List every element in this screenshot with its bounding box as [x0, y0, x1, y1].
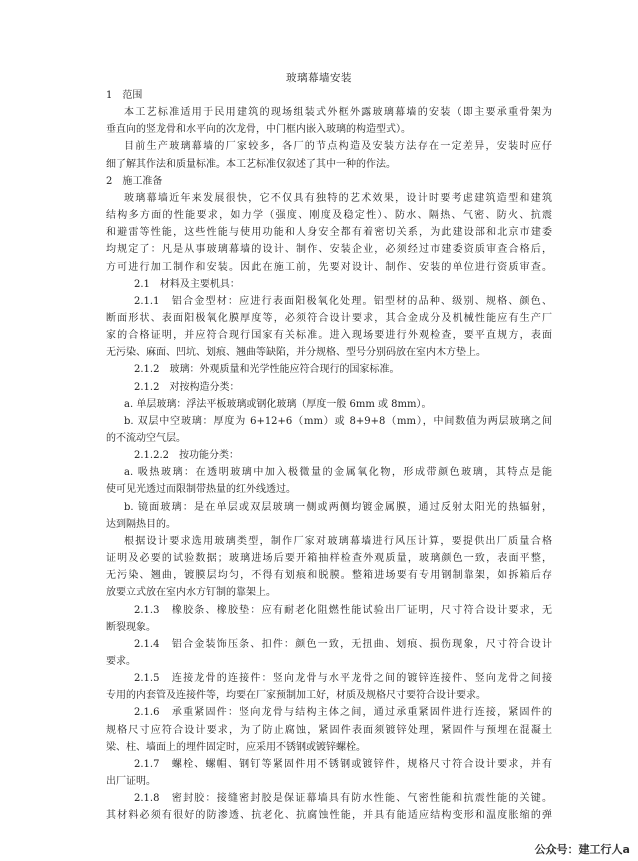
text-line: 2.1 材料及主要机具：	[134, 278, 240, 290]
text-line: 结构多方面的性能要求，如力学（强度、刚度及稳定性）、防水、隔热、气密、防火、抗震	[106, 210, 552, 222]
text-line: a. 吸热玻璃：在透明玻璃中加入极微量的金属氧化物，形成带颜色玻璃，其特点是能	[124, 467, 552, 479]
text-line: 2.1.5 连接龙骨的连接件：竖向龙骨与水平龙骨之间的镀锌连接件、竖向龙骨之间接	[134, 673, 552, 685]
text-line: 使可见光透过而限制带热量的红外线透过。	[106, 484, 296, 496]
text-line: 均规定了：凡是从事玻璃幕墙的设计、制作、安装企业，必须经过市建委资质审查合格后，	[106, 244, 552, 256]
text-line: 本工艺标准适用于民用建筑的现场组装式外框外露玻璃幕墙的安装（即主要承重骨架为	[124, 107, 552, 119]
text-line: 其材料必须有很好的防渗透、抗老化、抗腐蚀性能，并具有能适应结构变形和温度胀缩的弹	[106, 810, 552, 822]
text-line: 断面形状、表面阳极氧化膜厚度等，必须符合设计要求，其合金成分及机械性能应有生产厂	[106, 312, 552, 324]
text-line: 根据设计要求选用玻璃类型，制作厂家对玻璃幕墙进行风压计算，要提供出厂质量合格	[124, 535, 552, 547]
text-line: b. 镜面玻璃：是在单层或双层玻璃一侧或两侧均镀金属膜，通过反射太阳光的热辐射，	[124, 501, 552, 513]
text-line: 专用的内套管及连接件等，均要在厂家预制加工好，材质及规格尺寸要符合设计要求。	[106, 690, 486, 702]
text-line: 2.1.2 玻璃：外观质量和光学性能应符合现行的国家标准。	[134, 364, 400, 376]
watermark: 公众号：建工行人a	[534, 843, 630, 856]
text-line: 规格尺寸应符合设计要求，为了防止腐蚀，紧固件表面须镀锌处理，紧固件与预埋在混凝土	[106, 724, 552, 736]
text-line: 2.1.7 螺栓、螺帽、钢钉等紧固件用不锈钢或镀锌件，规格尺寸符合设计要求，并有	[134, 758, 552, 770]
text-line: 玻璃幕墙近年来发展很快，它不仅具有独特的艺术效果，设计时要考虑建筑造型和建筑	[124, 192, 552, 204]
text-line: 2.1.8 密封胶：接缝密封胶是保证幕墙具有防水性能、气密性能和抗震性能的关键。	[134, 793, 552, 805]
text-line: 目前生产玻璃幕墙的厂家较多，各厂的节点构造及安装方法存在一定差异，安装时应仔	[124, 141, 552, 153]
page-title: 玻璃幕墙安装	[286, 72, 352, 84]
text-line: b. 双层中空玻璃：厚度为 6+12+6（mm）或 8+9+8（mm），中间数值为两层玻璃之间	[124, 415, 552, 427]
text-line: a. 单层玻璃：浮法平板玻璃或钢化玻璃（厚度一般 6mm 或 8mm）。	[124, 398, 432, 410]
text-line: 2.1.2.2 按功能分类：	[134, 450, 239, 462]
text-line: 达到隔热目的。	[106, 518, 176, 530]
text-line: 梁、柱、墙面上的埋件固定时，应采用不锈钢或镀锌螺栓。	[106, 741, 366, 753]
text-line: 家的合格证明，并应符合现行国家有关标准。进入现场要进行外观检查，要平直规方，表面	[106, 330, 552, 342]
text-line: 无污染、麻面、凹坑、划痕、翘曲等缺陷，并分规格、型号分别码放在室内木方垫上。	[106, 347, 486, 359]
section-heading: 2 施工准备	[106, 175, 163, 187]
text-line: 证明及必要的试验数据；玻璃进场后要开箱抽样检查外观质量，玻璃颜色一致，表面平整，	[106, 553, 552, 565]
text-line: 和避雷等性能，这些性能与使用功能和人身安全都有着密切关系，为此建设部和北京市建委	[106, 227, 552, 239]
text-line: 2.1.4 铝合金装饰压条、扣件：颜色一致，无扭曲、划痕、损伤现象，尺寸符合设计	[134, 638, 552, 650]
text-line: 垂直向的竖龙骨和水平向的次龙骨，中门框内嵌入玻璃的构造型式）。	[106, 124, 411, 136]
text-line: 要求。	[106, 655, 136, 667]
text-line: 的不流动空气层。	[106, 433, 186, 444]
text-line: 断裂现象。	[106, 621, 156, 633]
text-line: 2.1.1 铝合金型材：应进行表面阳极氧化处理。铝型材的品种、级别、规格、颜色、	[134, 295, 552, 307]
text-line: 2.1.3 橡胶条、橡胶垫：应有耐老化阻燃性能试验出厂证明，尺寸符合设计要求，无	[134, 604, 552, 616]
text-line: 无污染、翘曲，镀膜层均匀，不得有划痕和脱膜。整箱进场要有专用钢制靠架，如拆箱后存	[106, 570, 552, 582]
text-line: 2.1.2 对按构造分类：	[134, 381, 240, 393]
text-line: 细了解其作法和质量标准。本工艺标准仅叙述了其中一种的作法。	[106, 158, 396, 170]
text-line: 放要立式放在室内水方钉制的靠架上。	[106, 587, 276, 599]
text-line: 出厂证明。	[106, 776, 156, 787]
text-line: 方可进行加工制作和安装。因此在施工前，先要对设计、制作、安装的单位进行资质审查。	[106, 261, 552, 273]
section-heading: 1 范围	[106, 90, 143, 101]
text-line: 2.1.6 承重紧固件：竖向龙骨与结构主体之间，通过承重紧固件进行连接，紧固件的	[134, 707, 552, 719]
